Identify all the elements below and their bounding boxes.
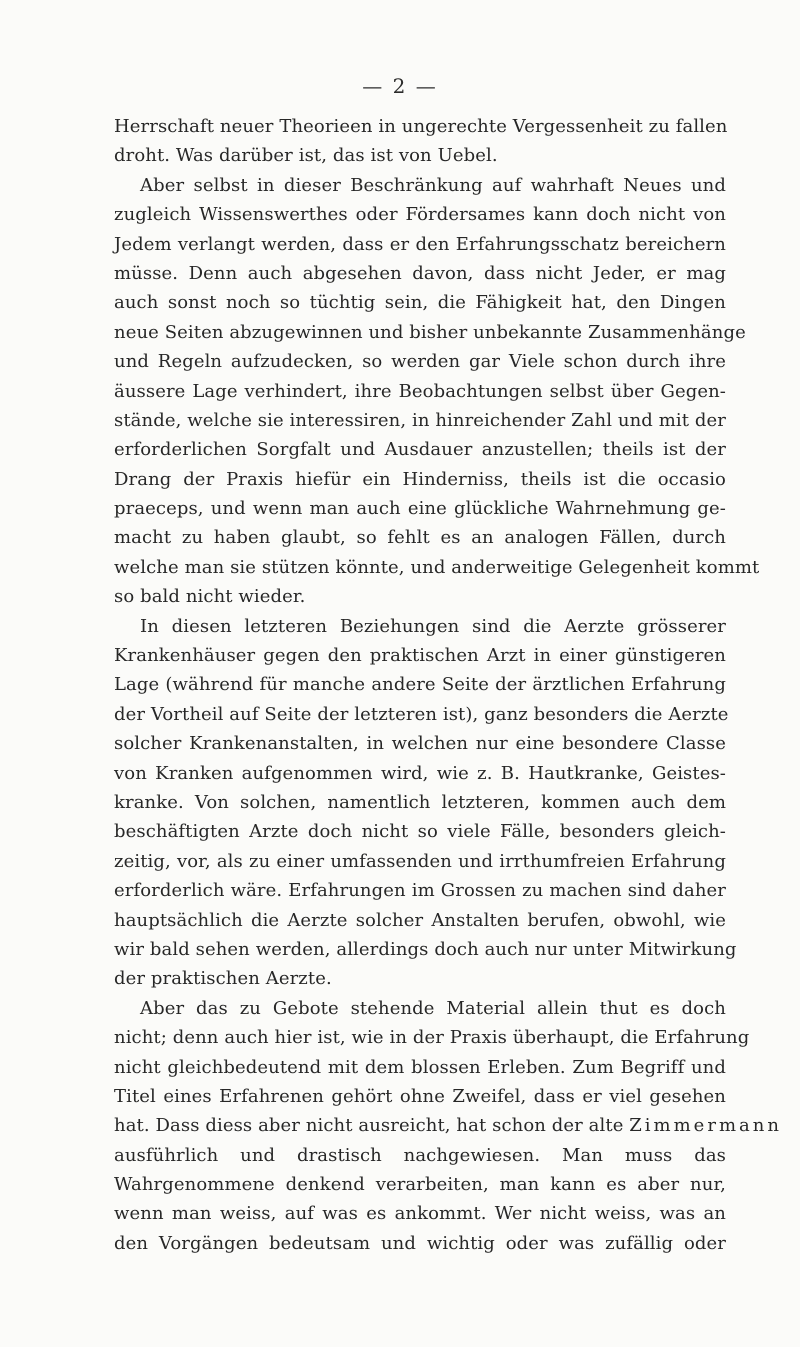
text-line: so bald nicht wieder. (114, 586, 306, 608)
text-line: hauptsächlich die Aerzte solcher Anstalten berufen, obwohl, wie (114, 909, 726, 931)
text-line: zugleich Wissenswerthes oder Fördersames kann doch nicht von (114, 204, 726, 226)
text-line: Herrschaft neuer Theorieen in ungerechte Vergessenheit zu fallen (114, 116, 728, 137)
text-line: Wahrgenommene denkend verarbeiten, man kann es aber nur, (114, 1174, 726, 1196)
text-line: erforderlich wäre. Erfahrungen im Grossen zu machen sind daher (114, 880, 726, 902)
text-line: und Regeln aufzudecken, so werden gar Viele schon durch ihre (114, 351, 726, 373)
text-line: wir bald sehen werden, allerdings doch auch nur unter Mitwirkung (114, 938, 737, 960)
text-line: Krankenhäuser gegen den praktischen Arzt in einer günstigeren (114, 645, 726, 667)
text-line: ausführlich und drastisch nachgewiesen. Man muss das (114, 1144, 726, 1166)
text-line: neue Seiten abzugewinnen und bisher unbekannte Zusammenhänge (114, 321, 746, 343)
text-line: droht. Was darüber ist, das ist von Uebel. (114, 145, 498, 167)
text-line: auch sonst noch so tüchtig sein, die Fähigkeit hat, den Dingen (114, 292, 726, 314)
text-line: der Vortheil auf Seite der letzteren ist), ganz besonders die Aerzte (114, 703, 729, 725)
text-line: Lage (während für manche andere Seite der ärztlichen Erfahrung (114, 674, 726, 696)
text-line: Drang der Praxis hiefür ein Hinderniss, theils ist die occasio (114, 468, 726, 490)
text-line: müsse. Denn auch abgesehen davon, dass nicht Jeder, er mag (114, 262, 726, 284)
paragraph-start-line: Aber das zu Gebote stehende Material allein thut es doch (140, 997, 726, 1019)
text-line: der praktischen Aerzte. (114, 968, 332, 990)
text-line: praeceps, und wenn man auch eine glückliche Wahrnehmung ge- (114, 498, 726, 520)
text-line: kranke. Von solchen, namentlich letzteren, kommen auch dem (114, 791, 726, 813)
text-line: Jedem verlangt werden, dass er den Erfahrungsschatz bereichern (114, 233, 726, 255)
author-name: Zimmermann (629, 1115, 782, 1137)
text-segment: hat. Dass diess aber nicht ausreicht, hat schon der alte (114, 1115, 624, 1137)
paragraph-start-line: In diesen letzteren Beziehungen sind die Aerzte grösserer (140, 615, 726, 637)
text-line: beschäftigten Arzte doch nicht so viele Fälle, besonders gleich- (114, 821, 726, 843)
text-line: nicht; denn auch hier ist, wie in der Praxis überhaupt, die Erfahrung (114, 1027, 750, 1049)
text-line: nicht gleichbedeutend mit dem blossen Erleben. Zum Begriff und (114, 1056, 726, 1078)
text-line: äussere Lage verhindert, ihre Beobachtungen selbst über Gegen- (114, 380, 726, 402)
text-line: erforderlichen Sorgfalt und Ausdauer anzustellen; theils ist der (114, 439, 726, 461)
text-line: macht zu haben glaubt, so fehlt es an analogen Fällen, durch (114, 527, 726, 549)
text-line: von Kranken aufgenommen wird, wie z. B. Hautkranke, Geistes- (114, 762, 726, 784)
text-line: stände, welche sie interessiren, in hinreichender Zahl und mit der (114, 409, 727, 431)
text-line: Titel eines Erfahrenen gehört ohne Zweifel, dass er viel gesehen (114, 1085, 726, 1107)
text-line: zeitig, vor, als zu einer umfassenden und irrthumfreien Erfahrung (114, 850, 726, 872)
text-line: den Vorgängen bedeutsam und wichtig oder was zufällig oder (114, 1232, 726, 1254)
text-line: wenn man weiss, auf was es ankommt. Wer nicht weiss, was an (114, 1203, 726, 1225)
text-line: solcher Krankenanstalten, in welchen nur eine besondere Classe (114, 733, 726, 755)
text-line-with-name (114, 1111, 782, 1140)
body-text (114, 112, 782, 1258)
paragraph-start-line: Aber selbst in dieser Beschränkung auf wahrhaft Neues und (140, 174, 726, 196)
page-number: — 2 — (362, 74, 438, 98)
text-line: welche man sie stützen könnte, und anderweitige Gelegenheit kommt (114, 556, 760, 578)
